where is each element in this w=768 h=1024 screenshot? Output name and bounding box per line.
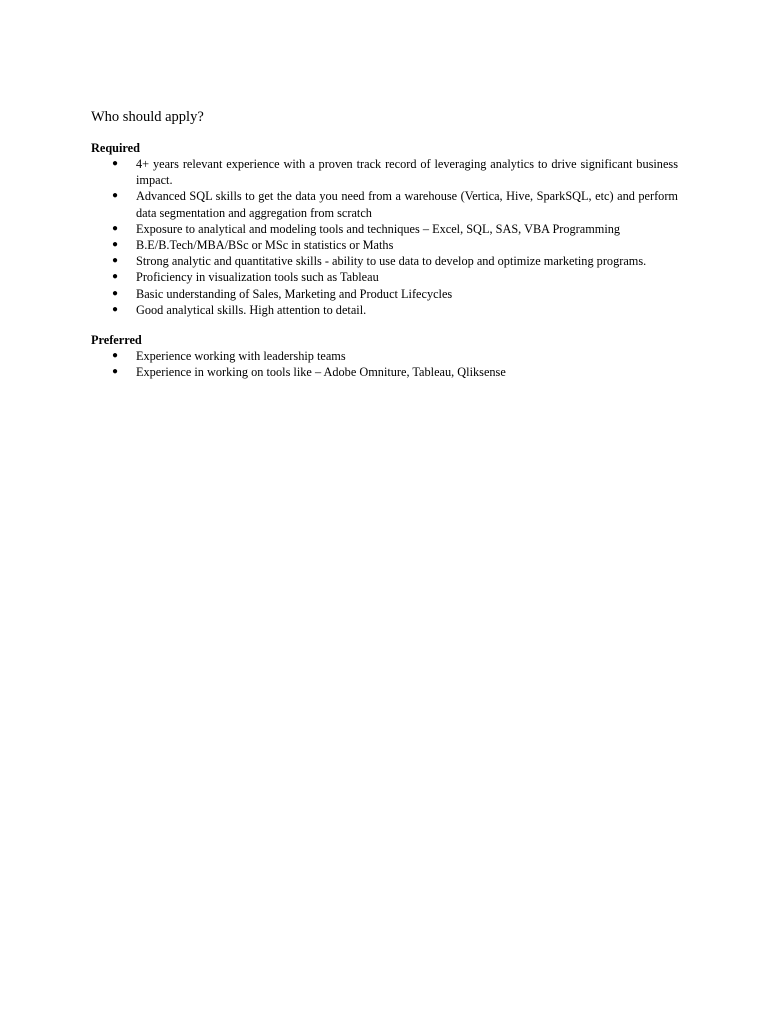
required-section — [91, 140, 678, 318]
list-item — [91, 253, 678, 269]
list-item-text: Good analytical skills. High attention to detail. — [136, 302, 367, 317]
list-item-text: Experience working with leadership teams — [136, 349, 346, 364]
list-item-text: B.E/B.Tech/MBA/BSc or MSc in statistics or Maths — [136, 238, 394, 253]
bullet-icon: ● — [112, 271, 119, 283]
bullet-icon: ● — [112, 366, 119, 378]
list-item-text: Experience in working on tools like – Adobe Omniture, Tableau, Qliksense — [136, 365, 506, 380]
preferred-heading: Preferred — [91, 333, 142, 348]
required-heading: Required — [91, 141, 140, 155]
list-item — [91, 221, 678, 237]
bullet-icon: ● — [112, 255, 119, 267]
list-item — [91, 286, 678, 302]
list-item — [91, 188, 678, 220]
list-item — [91, 302, 678, 318]
page-title: Who should apply? — [91, 109, 204, 125]
document-content — [91, 108, 678, 380]
list-item-text: Proficiency in visualization tools such as Tableau — [136, 270, 379, 285]
list-item-text: 4+ years relevant experience with a proven track record of leveraging analytics to drive significant business impact. — [136, 157, 678, 188]
list-item — [91, 237, 678, 253]
list-item-text: Strong analytic and quantitative skills - ability to use data to develop and optimize marketing programs. — [136, 254, 647, 269]
bullet-icon: ● — [112, 303, 119, 315]
bullet-icon: ● — [112, 222, 119, 234]
bullet-icon: ● — [112, 190, 119, 202]
list-item-text: Advanced SQL skills to get the data you need from a warehouse (Vertica, Hive, SparkSQL, etc) and perform data segmentation and aggregation from scratch — [136, 189, 678, 220]
preferred-list — [91, 348, 678, 380]
list-item-text: Basic understanding of Sales, Marketing and Product Lifecycles — [136, 286, 453, 301]
required-list — [91, 156, 678, 318]
list-item — [91, 156, 678, 188]
list-item — [91, 364, 678, 380]
list-item — [91, 269, 678, 285]
bullet-icon: ● — [112, 239, 119, 251]
list-item-text: Exposure to analytical and modeling tools and techniques – Excel, SQL, SAS, VBA Programming — [136, 221, 621, 236]
list-item — [91, 348, 678, 364]
bullet-icon: ● — [112, 287, 119, 299]
preferred-section — [91, 332, 678, 380]
bullet-icon: ● — [112, 158, 119, 169]
bullet-icon: ● — [112, 350, 119, 362]
